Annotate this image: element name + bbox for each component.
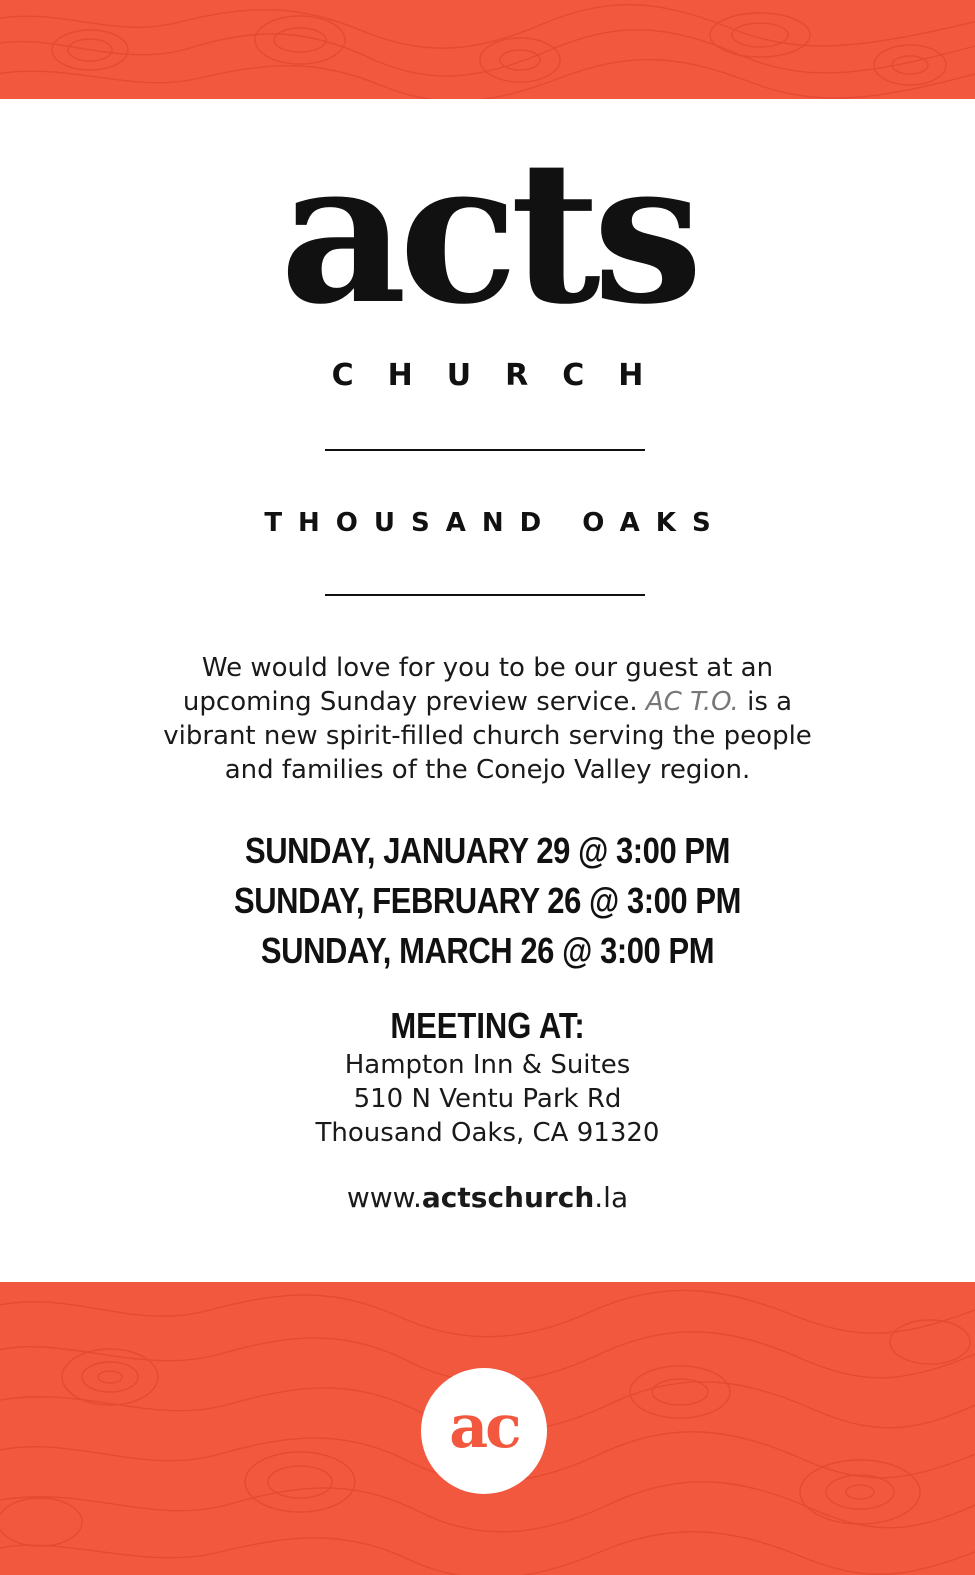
church-logo-subtitle: CHURCH	[331, 358, 678, 393]
divider-top	[325, 449, 645, 451]
website-suffix: .la	[594, 1181, 629, 1214]
location-heading: THOUSAND OAKS	[264, 508, 727, 538]
intro-text-start: We would love for you to be our guest at an upcoming Sunday preview service.	[182, 653, 774, 717]
meeting-address	[0, 1048, 975, 1150]
meeting-label: MEETING AT:	[390, 1005, 585, 1046]
city-state-zip: Thousand Oaks, CA 91320	[315, 1118, 660, 1148]
divider-bottom	[325, 594, 645, 596]
service-date: SUNDAY, FEBRUARY 26 @ 3:00 PM	[234, 880, 741, 921]
venue-name: Hampton Inn & Suites	[344, 1050, 631, 1080]
intro-text-end: is a vibrant new spirit-filled church serving the people and families of the Conejo Valley region.	[163, 687, 812, 785]
top-pattern-band	[0, 0, 975, 99]
website-domain: actschurch	[421, 1181, 595, 1214]
street-address: 510 N Ventu Park Rd	[353, 1084, 622, 1114]
service-dates	[0, 826, 975, 976]
ac-monogram-badge	[421, 1368, 547, 1494]
intro-highlight: AC T.O.	[645, 687, 739, 717]
service-date: SUNDAY, JANUARY 29 @ 3:00 PM	[244, 830, 731, 871]
website-prefix: www.	[346, 1181, 422, 1214]
acts-logo-wordmark: acts	[279, 118, 696, 348]
service-date: SUNDAY, MARCH 26 @ 3:00 PM	[260, 930, 715, 971]
website-link[interactable]	[0, 1178, 975, 1218]
topographic-pattern-top	[0, 0, 975, 99]
intro-paragraph	[140, 651, 835, 787]
badge-monogram: ac	[449, 1392, 519, 1462]
